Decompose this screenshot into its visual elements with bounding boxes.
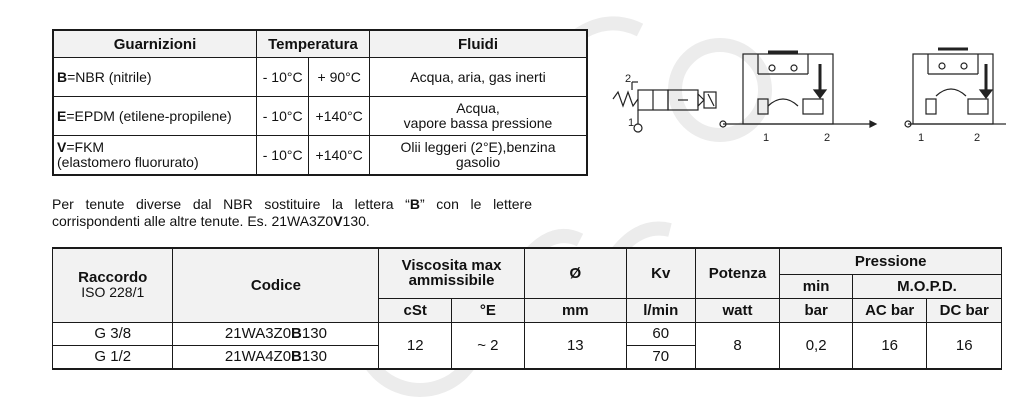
note-bold: V [333, 213, 343, 229]
code-cell [173, 322, 379, 345]
seal-row [53, 58, 587, 97]
fluids-cell [370, 97, 588, 136]
fitting-cell: G 3/8 [53, 322, 173, 345]
valve1-port-1: 1 [763, 132, 770, 144]
unit-cst: cSt [379, 298, 452, 322]
seal-code: V [57, 139, 67, 155]
fluids-header: Fluidi [370, 30, 588, 58]
seal-row [53, 136, 587, 176]
symbol-port-2: 2 [625, 73, 632, 85]
fluids-line2: vapore bassa pressione [403, 115, 553, 131]
fluids-line1: Acqua, aria, gas inerti [410, 68, 546, 85]
fluids-cell [370, 58, 588, 97]
pressure-header: Pressione [780, 248, 1002, 274]
mopd-header: M.O.P.D. [852, 274, 1001, 298]
note-text: 130. [342, 213, 370, 229]
power-header: Potenza [695, 248, 780, 298]
fluids-cell [370, 136, 588, 176]
unit-lmin: l/min [626, 298, 695, 322]
fitting-label: Raccordo [78, 269, 148, 287]
unit-ac-bar: AC bar [852, 298, 927, 322]
viscosity-header: Viscosita max ammissibile [379, 248, 524, 298]
code-suffix: 130 [301, 325, 327, 342]
code-cell [173, 345, 379, 369]
table-row [53, 322, 1002, 345]
kv-header: Kv [626, 248, 695, 298]
seal-material [53, 97, 257, 136]
code-prefix: 21WA4Z0 [224, 348, 292, 365]
mopd-ac-value: 16 [852, 322, 927, 369]
seal-material-name: =NBR (nitrile) [67, 68, 152, 85]
specifications-table [52, 247, 1002, 370]
seal-table [52, 29, 588, 176]
symbol-port-1: 1 [628, 117, 635, 129]
fluids-line2: gasolio [455, 154, 501, 170]
unit-watt: watt [695, 298, 780, 322]
temp-min: - 10°C [257, 97, 309, 136]
seal-material-name: =EPDM (etilene-propilene) [66, 107, 232, 124]
temp-min: - 10°C [257, 58, 309, 97]
temp-min: - 10°C [257, 136, 309, 176]
mopd-dc-value: 16 [927, 322, 1002, 369]
valve-section-open [905, 49, 1006, 127]
valve-section-closed [720, 52, 876, 127]
fitting-standard: ISO 228/1 [81, 284, 145, 301]
diameter-header: Ø [524, 248, 626, 298]
valve-diagram [608, 44, 1008, 164]
seal-material [53, 136, 257, 176]
code-prefix: 21WA3Z0 [224, 325, 292, 342]
temp-max: +140°C [309, 136, 370, 176]
fitting-header [53, 248, 173, 322]
seals-header: Guarnizioni [53, 30, 257, 58]
note-bold: B [409, 196, 420, 212]
diameter-value: 13 [524, 322, 626, 369]
kv-value: 60 [626, 322, 695, 345]
seal-table-header [53, 30, 587, 58]
temp-max: +140°C [309, 97, 370, 136]
temp-max: + 90°C [309, 58, 370, 97]
fluids-line1: Olii leggeri (2°E),benzina [400, 139, 556, 155]
seal-material-desc: (elastomero fluorurato) [57, 154, 199, 170]
code-seal-letter: B [291, 348, 302, 365]
unit-mm: mm [524, 298, 626, 322]
spec-header-row [53, 248, 1002, 274]
min-pressure-value: 0,2 [780, 322, 853, 369]
code-seal-letter: B [291, 325, 302, 342]
seal-substitution-note [52, 196, 532, 230]
fitting-cell: G 1/2 [53, 345, 173, 369]
valve2-port-2: 2 [974, 132, 981, 144]
valve2-port-1: 1 [918, 132, 925, 144]
seal-code: E [57, 107, 67, 124]
cst-value: 12 [379, 322, 452, 369]
unit-dc-bar: DC bar [927, 298, 1002, 322]
min-header: min [780, 274, 853, 298]
code-header: Codice [173, 248, 379, 322]
unit-degE: °E [452, 298, 525, 322]
unit-bar: bar [780, 298, 853, 322]
valve1-port-2: 2 [824, 132, 831, 144]
fluids-line1: Acqua, [456, 100, 500, 116]
seal-code: B [57, 68, 68, 85]
seal-material [53, 58, 257, 97]
seal-material-name: =FKM [66, 139, 105, 155]
temperature-header: Temperatura [257, 30, 370, 58]
note-text: Per tenute diverse dal NBR sostituire la lettera “ [52, 196, 410, 212]
power-value: 8 [695, 322, 780, 369]
note-text: ” con le lettere corrispondenti alle altre tenute. Es. 21WA3Z0 [52, 196, 532, 229]
code-suffix: 130 [301, 348, 327, 365]
degE-value: ~ 2 [452, 322, 525, 369]
kv-value: 70 [626, 345, 695, 369]
seal-row [53, 97, 587, 136]
